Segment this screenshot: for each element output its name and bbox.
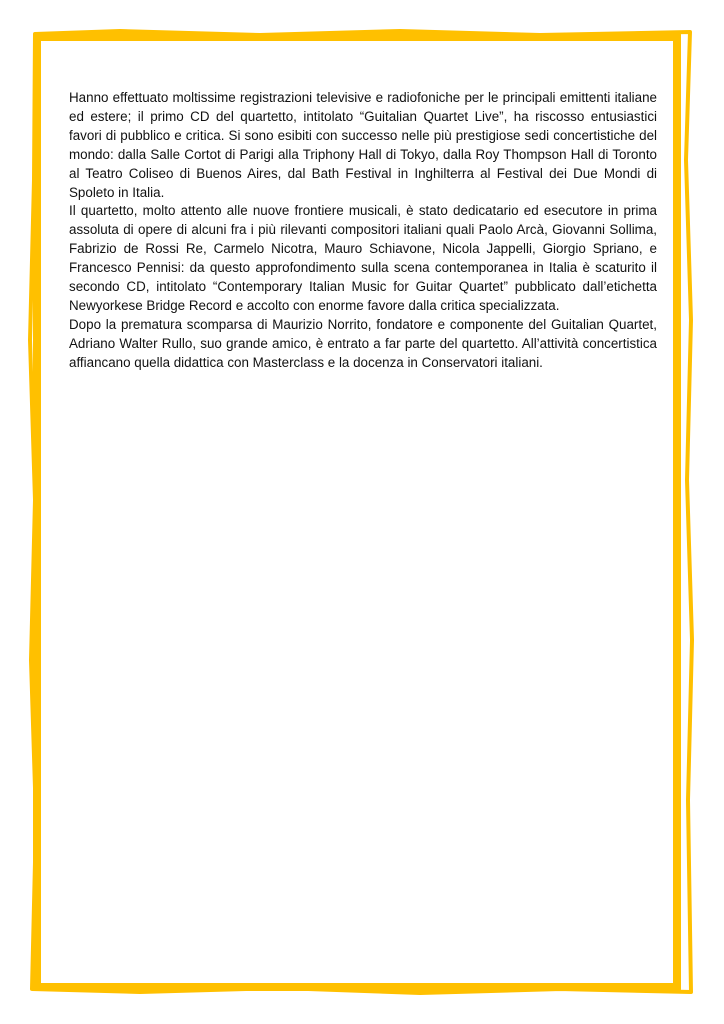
document-body bbox=[69, 89, 657, 373]
paragraph-recordings: Hanno effettuato moltissime registrazioni televisive e radiofoniche per le principali emittenti italiane ed estere; il primo CD del quartetto, intitolato “Guitalian Quartet Live”, ha riscosso entusiastici favori di pubblico e critica. Si sono esibiti con successo nelle più prestigiose sedi concertistiche del mondo: dalla Salle Cortot di Parigi alla Triphony Hall di Tokyo, dalla Roy Thompson Hall di Toronto al Teatro Coliseo di Buenos Aires, dal Bath Festival in Inghilterra al Festival dei Due Mondi di Spoleto in Italia. bbox=[69, 90, 657, 200]
paragraph-quartet-members: Dopo la prematura scomparsa di Maurizio Norrito, fondatore e componente del Guitalian Quartet, Adriano Walter Rullo, suo grande amico, è entrato a far parte del quartetto. All’attività concertistica affiancano quella didattica con Masterclass e la docenza in Conservatori italiani. bbox=[69, 316, 657, 370]
paragraph-contemporary-music: Il quartetto, molto attento alle nuove frontiere musicali, è stato dedicatario ed esecutore in prima assoluta di opere di alcuni fra i più rilevanti compositori italiani quali Paolo Arcà, Giovanni Sollima, Fabrizio de Rossi Re, Carmelo Nicotra, Mauro Schiavone, Nicola Jappelli, Giorgio Spriano, e Francesco Pennisi: da questo approfondimento sulla scena contemporanea in Italia è scaturito il secondo CD, intitolato “Contemporary Italian Music for Guitar Quartet” pubblicato dall’etichetta Newyorkese Bridge Record e accolto con enorme favore dalla critica specializzata. bbox=[69, 203, 657, 313]
